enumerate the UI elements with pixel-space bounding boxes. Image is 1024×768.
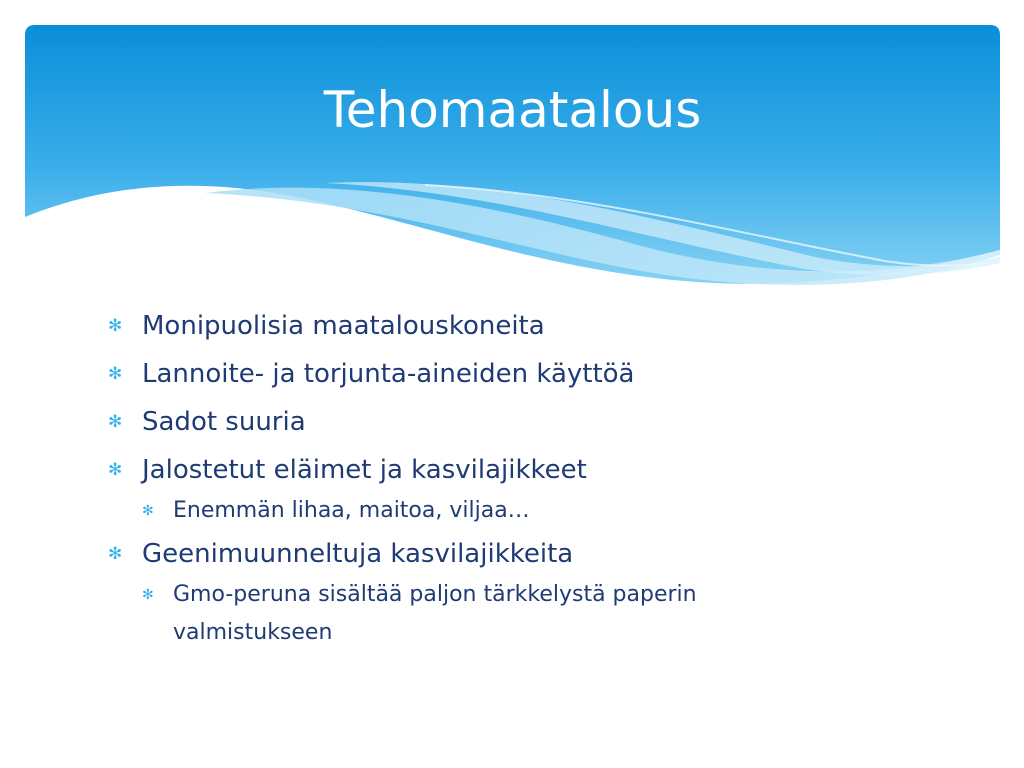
wave-banner-graphic bbox=[25, 25, 1000, 295]
asterisk-bullet-icon: ✻ bbox=[108, 316, 123, 336]
title-banner bbox=[25, 25, 1000, 295]
slide-title: Tehomaatalous bbox=[323, 81, 702, 139]
asterisk-bullet-icon: ✻ bbox=[108, 544, 123, 564]
bullet-list bbox=[106, 308, 926, 658]
sub-list-item-text: Gmo-peruna sisältää paljon tärkkelystä paperin valmistukseen bbox=[173, 582, 697, 645]
list-item-text: Geenimuunneltuja kasvilajikkeita bbox=[142, 539, 574, 569]
asterisk-bullet-icon: ✻ bbox=[142, 587, 154, 603]
list-item-text: Jalostetut eläimet ja kasvilajikkeet bbox=[142, 455, 587, 485]
list-item bbox=[106, 404, 926, 441]
sub-list-item bbox=[106, 576, 926, 652]
list-item bbox=[106, 308, 926, 345]
list-item-text: Monipuolisia maatalouskoneita bbox=[142, 311, 545, 341]
asterisk-bullet-icon: ✻ bbox=[108, 412, 123, 432]
list-item bbox=[106, 536, 926, 573]
list-item bbox=[106, 356, 926, 393]
list-item-text: Sadot suuria bbox=[142, 407, 306, 437]
list-item bbox=[106, 452, 926, 489]
sub-list-item-text: Enemmän lihaa, maitoa, viljaa… bbox=[173, 498, 530, 523]
asterisk-bullet-icon: ✻ bbox=[142, 503, 154, 519]
asterisk-bullet-icon: ✻ bbox=[108, 364, 123, 384]
asterisk-bullet-icon: ✻ bbox=[108, 460, 123, 480]
sub-list-item bbox=[106, 492, 926, 530]
list-item-text: Lannoite- ja torjunta-aineiden käyttöä bbox=[142, 359, 635, 389]
